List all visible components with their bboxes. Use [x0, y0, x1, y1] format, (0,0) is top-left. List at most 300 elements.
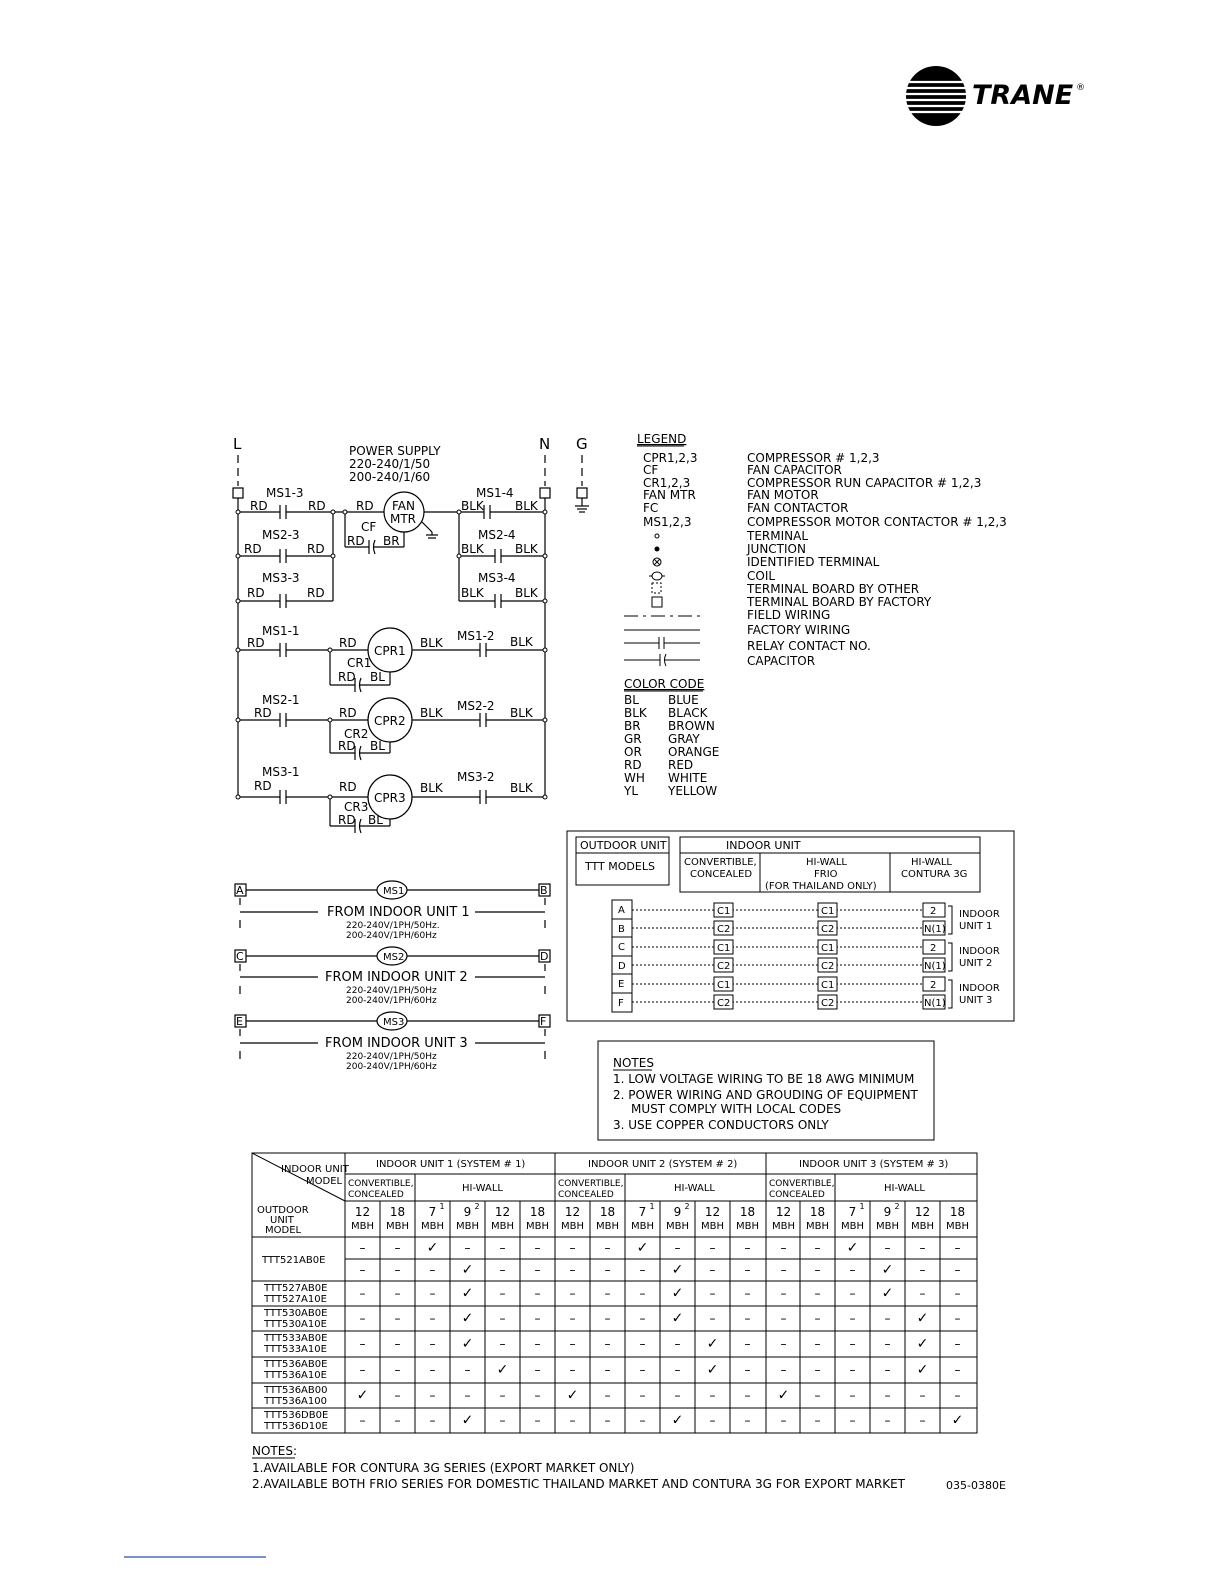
- dash-mark: –: [814, 1241, 821, 1255]
- size-footnote: 1: [439, 1202, 445, 1211]
- table-body: [261, 1240, 963, 1432]
- wire-blk: BLK: [461, 586, 484, 600]
- coil-terminal-e: E: [236, 1015, 243, 1028]
- color-code: OR: [624, 745, 642, 759]
- fan-capacitor-label: CF: [361, 520, 377, 534]
- power-supply-title: POWER SUPPLY: [349, 444, 441, 458]
- size-footnote: 2: [474, 1202, 480, 1211]
- size-unit: MBH: [910, 1221, 935, 1232]
- dash-mark: –: [394, 1363, 401, 1377]
- outdoor-model-name: TTT536D10E: [264, 1421, 328, 1432]
- size-unit: MBH: [385, 1221, 410, 1232]
- indoor-unit-2-label: INDOOR: [959, 946, 1000, 957]
- outdoor-model-name: TTT536A10E: [264, 1370, 327, 1381]
- group-convertible: CONVERTIBLE,: [769, 1179, 835, 1189]
- fan-motor-label-1: FAN: [392, 499, 415, 513]
- dash-mark: –: [849, 1311, 856, 1326]
- terminal-c1: C1: [717, 980, 731, 991]
- size-header: 7: [848, 1205, 857, 1219]
- terminal-board-factory-symbol: [652, 597, 662, 607]
- wire-rd: RD: [339, 636, 357, 650]
- outdoor-model-name: TTT527AB0E: [264, 1283, 328, 1294]
- dash-mark: –: [954, 1363, 961, 1377]
- conn-terminal-c: C: [618, 942, 625, 953]
- legend: [623, 432, 1007, 798]
- dash-mark: –: [639, 1263, 646, 1277]
- size-header: 12: [914, 1205, 931, 1219]
- group-concealed: CONCEALED: [348, 1190, 404, 1200]
- compressor-cpr2: CPR2: [374, 714, 406, 728]
- size-header: 12: [564, 1205, 581, 1219]
- dash-mark: –: [639, 1311, 646, 1326]
- dash-mark: –: [780, 1263, 787, 1277]
- legend-desc: FIELD WIRING: [747, 608, 831, 622]
- terminal-2: 2: [930, 906, 937, 917]
- dash-mark: –: [780, 1363, 787, 1377]
- coil-terminal-a: A: [236, 884, 244, 897]
- coil-voltage-60hz: 200-240V/1PH/60Hz: [346, 996, 437, 1006]
- dash-mark: –: [744, 1263, 751, 1277]
- wire-rd: RD: [338, 813, 356, 827]
- dash-mark: –: [499, 1337, 506, 1351]
- wire-rd: RD: [307, 586, 325, 600]
- dash-mark: –: [569, 1337, 576, 1351]
- corner-model-2: MODEL: [265, 1225, 302, 1236]
- legend-title: LEGEND: [637, 432, 687, 446]
- bus-label-n: N: [539, 435, 551, 453]
- contact-ms1-2: MS1-2: [457, 629, 495, 643]
- size-unit: MBH: [595, 1221, 620, 1232]
- color-code: WH: [624, 771, 645, 785]
- wire-rd: RD: [247, 586, 265, 600]
- wire-rd: RD: [254, 706, 272, 720]
- dash-mark: –: [954, 1388, 961, 1403]
- conn-terminal-f: F: [618, 998, 624, 1009]
- dash-mark: –: [814, 1363, 821, 1377]
- size-header: 18: [949, 1205, 966, 1219]
- dash-mark: –: [464, 1241, 471, 1255]
- wire-blk: BLK: [510, 635, 533, 649]
- trane-logo: [903, 66, 1085, 126]
- coil-voltage-50hz: 220-240V/1PH/50Hz.: [346, 921, 440, 931]
- contact-ms3-4: MS3-4: [478, 571, 516, 585]
- dash-mark: –: [359, 1286, 366, 1301]
- dash-mark: –: [674, 1241, 681, 1255]
- contact-ms1-3: MS1-3: [266, 486, 304, 500]
- power-supply-50hz: 220-240/1/50: [349, 457, 431, 471]
- corner-unit: UNIT: [270, 1215, 294, 1226]
- size-unit: MBH: [630, 1221, 655, 1232]
- legend-code: MS1,2,3: [643, 515, 692, 529]
- coil-ms1: MS1: [383, 886, 405, 897]
- outdoor-model-name: TTT521AB0E: [262, 1255, 326, 1266]
- size-unit: MBH: [455, 1221, 480, 1232]
- dash-mark: –: [814, 1337, 821, 1351]
- wire-rd: RD: [338, 739, 356, 753]
- dash-mark: –: [849, 1337, 856, 1351]
- outdoor-model-name: TTT533AB0E: [264, 1333, 328, 1344]
- wire-blk: BLK: [515, 542, 538, 556]
- dash-mark: –: [429, 1263, 436, 1277]
- coil-terminal-c: C: [236, 950, 244, 963]
- dash-mark: –: [814, 1311, 821, 1326]
- size-unit: MBH: [945, 1221, 970, 1232]
- dash-mark: –: [534, 1263, 541, 1277]
- dash-mark: –: [394, 1388, 401, 1403]
- dash-mark: –: [394, 1263, 401, 1277]
- indoor-unit-2-number: UNIT 2: [959, 958, 993, 969]
- contact-ms3-1: MS3-1: [262, 765, 300, 779]
- footer-notes-title: NOTES:: [252, 1444, 297, 1458]
- dash-mark: –: [639, 1413, 646, 1428]
- coil-from-unit-3: FROM INDOOR UNIT 3: [325, 1036, 468, 1051]
- dash-mark: –: [604, 1311, 611, 1326]
- contact-ms1-1: MS1-1: [262, 624, 300, 638]
- dash-mark: –: [499, 1311, 506, 1326]
- dash-mark: –: [639, 1363, 646, 1377]
- dash-mark: –: [639, 1286, 646, 1301]
- col-contura-3g: CONTURA 3G: [901, 869, 968, 880]
- col-hi-wall: HI-WALL: [806, 857, 847, 868]
- dash-mark: –: [639, 1337, 646, 1351]
- corner-indoor: INDOOR UNIT: [281, 1164, 349, 1175]
- note-1: 1. LOW VOLTAGE WIRING TO BE 18 AWG MINIMUM: [613, 1072, 915, 1086]
- size-unit: MBH: [525, 1221, 550, 1232]
- wire-blk: BLK: [420, 636, 443, 650]
- size-header: 7: [638, 1205, 647, 1219]
- wire-bl: BL: [370, 739, 385, 753]
- check-mark: ✓: [461, 1285, 474, 1302]
- contact-ms3-3: MS3-3: [262, 571, 300, 585]
- dash-mark: –: [534, 1388, 541, 1403]
- dash-mark: –: [534, 1286, 541, 1301]
- color-name: BROWN: [668, 719, 715, 733]
- dash-mark: –: [709, 1286, 716, 1301]
- wire-bl: BL: [368, 813, 383, 827]
- size-header: 18: [599, 1205, 616, 1219]
- conn-terminal-a: A: [618, 905, 625, 916]
- schematic-labels: [233, 435, 588, 827]
- size-header: 7: [428, 1205, 437, 1219]
- brand-name: TRANE: [972, 80, 1074, 111]
- dash-mark: –: [744, 1311, 751, 1326]
- dash-mark: –: [429, 1388, 436, 1403]
- dash-mark: –: [954, 1263, 961, 1277]
- check-mark: ✓: [636, 1240, 649, 1256]
- size-unit: MBH: [350, 1221, 375, 1232]
- bus-label-g: G: [576, 435, 588, 453]
- contact-ms2-3: MS2-3: [262, 528, 300, 542]
- dash-mark: –: [674, 1337, 681, 1351]
- dash-mark: –: [569, 1363, 576, 1377]
- wire-blk: BLK: [420, 781, 443, 795]
- color-code: BR: [624, 719, 641, 733]
- check-mark: ✓: [706, 1362, 719, 1378]
- terminal-c2: C2: [821, 998, 835, 1009]
- system-3-header: INDOOR UNIT 3 (SYSTEM # 3): [799, 1159, 949, 1170]
- group-convertible: CONVERTIBLE,: [558, 1179, 624, 1189]
- dash-mark: –: [534, 1241, 541, 1255]
- size-unit: MBH: [420, 1221, 445, 1232]
- compatibility-table: [252, 1153, 977, 1433]
- wire-bl: BL: [370, 670, 385, 684]
- wire-rd: RD: [356, 499, 374, 513]
- legend-desc: IDENTIFIED TERMINAL: [747, 555, 880, 569]
- legend-desc: RELAY CONTACT NO.: [747, 639, 871, 653]
- legend-desc: COMPRESSOR MOTOR CONTACTOR # 1,2,3: [747, 515, 1007, 529]
- corner-model: MODEL: [306, 1176, 343, 1187]
- size-unit: MBH: [735, 1221, 760, 1232]
- terminal-2: 2: [930, 943, 937, 954]
- color-name: RED: [668, 758, 694, 772]
- dash-mark: –: [569, 1311, 576, 1326]
- dash-mark: –: [604, 1263, 611, 1277]
- check-mark: ✓: [706, 1336, 719, 1352]
- dash-mark: –: [849, 1388, 856, 1403]
- terminal-n: [540, 488, 550, 498]
- size-unit: MBH: [490, 1221, 515, 1232]
- coil-ms3: MS3: [383, 1017, 405, 1028]
- compressor-row-2: [238, 698, 545, 760]
- dash-mark: –: [569, 1413, 576, 1428]
- legend-code: CF: [643, 463, 659, 477]
- dash-mark: –: [499, 1241, 506, 1255]
- color-name: BLUE: [668, 693, 699, 707]
- dash-mark: –: [780, 1286, 787, 1301]
- terminal-c2: C2: [821, 924, 835, 935]
- outdoor-unit-title: OUTDOOR UNIT: [580, 839, 667, 852]
- dash-mark: –: [604, 1241, 611, 1255]
- size-header: 12: [775, 1205, 792, 1219]
- wire-blk: BLK: [515, 499, 538, 513]
- check-mark: ✓: [951, 1412, 964, 1429]
- note-2: 2. POWER WIRING AND GROUDING OF EQUIPMENT: [613, 1088, 918, 1102]
- check-mark: ✓: [671, 1412, 684, 1429]
- dash-mark: –: [884, 1337, 891, 1351]
- legend-code: CPR1,2,3: [643, 451, 698, 465]
- check-mark: ✓: [566, 1387, 579, 1404]
- legend-desc: FAN CAPACITOR: [747, 463, 842, 477]
- wire-blk: BLK: [515, 586, 538, 600]
- dash-mark: –: [359, 1363, 366, 1377]
- color-code-title: COLOR CODE: [624, 677, 705, 691]
- dash-mark: –: [394, 1311, 401, 1326]
- indoor-unit-title: INDOOR UNIT: [726, 839, 801, 852]
- notes-title: NOTES: [613, 1056, 654, 1070]
- terminal-c1: C1: [717, 943, 731, 954]
- dash-mark: –: [394, 1286, 401, 1301]
- dash-mark: –: [499, 1388, 506, 1403]
- dash-mark: –: [919, 1388, 926, 1403]
- color-code: BLK: [624, 706, 647, 720]
- legend-code: FC: [643, 501, 659, 515]
- conn-terminal-e: E: [618, 979, 625, 990]
- coil-terminal-d: D: [540, 950, 549, 963]
- terminal-c2: C2: [717, 961, 731, 972]
- dash-mark: –: [429, 1337, 436, 1351]
- legend-desc: COMPRESSOR # 1,2,3: [747, 451, 880, 465]
- contact-ms2-4: MS2-4: [478, 528, 516, 542]
- dash-mark: –: [359, 1337, 366, 1351]
- outdoor-model-name: TTT530A10E: [264, 1319, 327, 1330]
- size-footnote: 1: [859, 1202, 865, 1211]
- outdoor-model-name: TTT533A10E: [264, 1344, 327, 1355]
- brand-registered-mark: ®: [1076, 83, 1085, 93]
- col-thailand-only: (FOR THAILAND ONLY): [765, 881, 877, 892]
- check-mark: ✓: [461, 1336, 474, 1352]
- group-hi-wall: HI-WALL: [674, 1183, 715, 1194]
- contact-ms2-1: MS2-1: [262, 693, 300, 707]
- capacitor-cr2: CR2: [344, 727, 369, 741]
- size-unit: MBH: [805, 1221, 830, 1232]
- dash-mark: –: [709, 1241, 716, 1255]
- dash-mark: –: [569, 1263, 576, 1277]
- legend-code: FAN MTR: [643, 488, 696, 502]
- terminal-c1: C1: [821, 906, 835, 917]
- legend-desc: COIL: [747, 569, 776, 583]
- dash-mark: –: [569, 1286, 576, 1301]
- coil-voltage-50hz: 220-240V/1PH/50Hz: [346, 1052, 437, 1062]
- outdoor-model-name: TTT536AB0E: [264, 1359, 328, 1370]
- dash-mark: –: [674, 1388, 681, 1403]
- color-code: GR: [624, 732, 642, 746]
- dash-mark: –: [569, 1241, 576, 1255]
- dash-mark: –: [359, 1241, 366, 1255]
- check-mark: ✓: [671, 1310, 684, 1327]
- capacitor-cr3: CR3: [344, 800, 369, 814]
- corner-outdoor: OUTDOOR: [257, 1205, 309, 1216]
- dash-mark: –: [604, 1286, 611, 1301]
- dash-mark: –: [744, 1363, 751, 1377]
- footer-note-2: 2.AVAILABLE BOTH FRIO SERIES FOR DOMESTIC THAILAND MARKET AND CONTURA 3G FOR EXPORT MARKET: [252, 1477, 905, 1491]
- dash-mark: –: [429, 1363, 436, 1377]
- outdoor-model-name: TTT536A100: [264, 1396, 327, 1407]
- check-mark: ✓: [916, 1310, 929, 1327]
- legend-desc: COMPRESSOR RUN CAPACITOR # 1,2,3: [747, 476, 982, 490]
- dash-mark: –: [849, 1363, 856, 1377]
- system-1-header: INDOOR UNIT 1 (SYSTEM # 1): [376, 1159, 526, 1170]
- junction-symbol: [655, 547, 659, 551]
- legend-desc: FAN MOTOR: [747, 488, 819, 502]
- size-header: 9: [673, 1205, 682, 1219]
- terminal-2: 2: [930, 980, 937, 991]
- size-header: 12: [494, 1205, 511, 1219]
- dash-mark: –: [919, 1263, 926, 1277]
- fan-motor-label-2: MTR: [390, 512, 417, 526]
- dash-mark: –: [744, 1241, 751, 1255]
- color-name: GRAY: [668, 732, 700, 746]
- dash-mark: –: [814, 1413, 821, 1428]
- coil-from-unit-1: FROM INDOOR UNIT 1: [327, 905, 470, 920]
- group-concealed: CONCEALED: [558, 1190, 614, 1200]
- legend-desc: TERMINAL: [747, 529, 809, 543]
- terminal-c2: C2: [821, 961, 835, 972]
- terminal-c1: C1: [821, 980, 835, 991]
- dash-mark: –: [884, 1311, 891, 1326]
- wire-rd: RD: [347, 534, 365, 548]
- dash-mark: –: [604, 1413, 611, 1428]
- wire-rd: RD: [338, 670, 356, 684]
- dash-mark: –: [499, 1413, 506, 1428]
- size-footnote: 2: [894, 1202, 900, 1211]
- dash-mark: –: [954, 1337, 961, 1351]
- wire-rd: RD: [250, 499, 268, 513]
- system-2-header: INDOOR UNIT 2 (SYSTEM # 2): [588, 1159, 738, 1170]
- dash-mark: –: [394, 1413, 401, 1428]
- terminal-board-other-symbol: [652, 583, 661, 593]
- group-convertible: CONVERTIBLE,: [348, 1179, 414, 1189]
- dash-mark: –: [359, 1311, 366, 1326]
- dash-mark: –: [780, 1311, 787, 1326]
- note-3: 3. USE COPPER CONDUCTORS ONLY: [613, 1118, 829, 1132]
- terminal-c2: C2: [717, 924, 731, 935]
- indoor-unit-1-number: UNIT 1: [959, 921, 993, 932]
- outdoor-model-name: TTT536DB0E: [264, 1410, 329, 1421]
- dash-mark: –: [429, 1286, 436, 1301]
- bus-label-l: L: [233, 435, 242, 453]
- check-mark: ✓: [496, 1362, 509, 1378]
- coil-terminal-f: F: [540, 1015, 547, 1028]
- coil-symbol: [652, 572, 662, 580]
- check-mark: ✓: [881, 1285, 894, 1302]
- check-mark: ✓: [461, 1262, 474, 1278]
- legend-desc: TERMINAL BOARD BY FACTORY: [747, 595, 932, 609]
- legend-desc: JUNCTION: [747, 542, 806, 556]
- wire-rd: RD: [307, 542, 325, 556]
- size-unit: MBH: [875, 1221, 900, 1232]
- capacitor-cr1: CR1: [347, 656, 372, 670]
- check-mark: ✓: [846, 1240, 859, 1256]
- group-concealed: CONCEALED: [769, 1190, 825, 1200]
- size-footnote: 2: [684, 1202, 690, 1211]
- dash-mark: –: [604, 1388, 611, 1403]
- dash-mark: –: [954, 1311, 961, 1326]
- size-unit: MBH: [840, 1221, 865, 1232]
- terminal-l: [233, 488, 243, 498]
- dash-mark: –: [604, 1363, 611, 1377]
- check-mark: ✓: [916, 1362, 929, 1378]
- dash-mark: –: [674, 1363, 681, 1377]
- size-header: 9: [463, 1205, 472, 1219]
- terminal-c1: C1: [717, 906, 731, 917]
- terminal-c1: C1: [821, 943, 835, 954]
- legend-desc: FACTORY WIRING: [747, 623, 851, 637]
- wire-rd: RD: [339, 706, 357, 720]
- legend-desc: FAN CONTACTOR: [747, 501, 849, 515]
- size-header: 18: [809, 1205, 826, 1219]
- wire-rd: RD: [244, 542, 262, 556]
- indoor-unit-3-number: UNIT 3: [959, 995, 993, 1006]
- dash-mark: –: [884, 1413, 891, 1428]
- col-hi-wall-contura: HI-WALL: [911, 857, 952, 868]
- check-mark: ✓: [777, 1387, 790, 1404]
- dash-mark: –: [359, 1263, 366, 1277]
- dash-mark: –: [744, 1337, 751, 1351]
- dash-mark: –: [884, 1388, 891, 1403]
- dash-mark: –: [849, 1413, 856, 1428]
- wire-rd: RD: [254, 779, 272, 793]
- legend-desc: CAPACITOR: [747, 654, 816, 668]
- dash-mark: –: [429, 1413, 436, 1428]
- dash-mark: –: [814, 1263, 821, 1277]
- dash-mark: –: [429, 1311, 436, 1326]
- terminal-c2: C2: [717, 998, 731, 1009]
- compressor-cpr3: CPR3: [374, 791, 406, 805]
- dash-mark: –: [534, 1337, 541, 1351]
- dash-mark: –: [780, 1241, 787, 1255]
- dash-mark: –: [534, 1413, 541, 1428]
- wire-blk: BLK: [461, 499, 484, 513]
